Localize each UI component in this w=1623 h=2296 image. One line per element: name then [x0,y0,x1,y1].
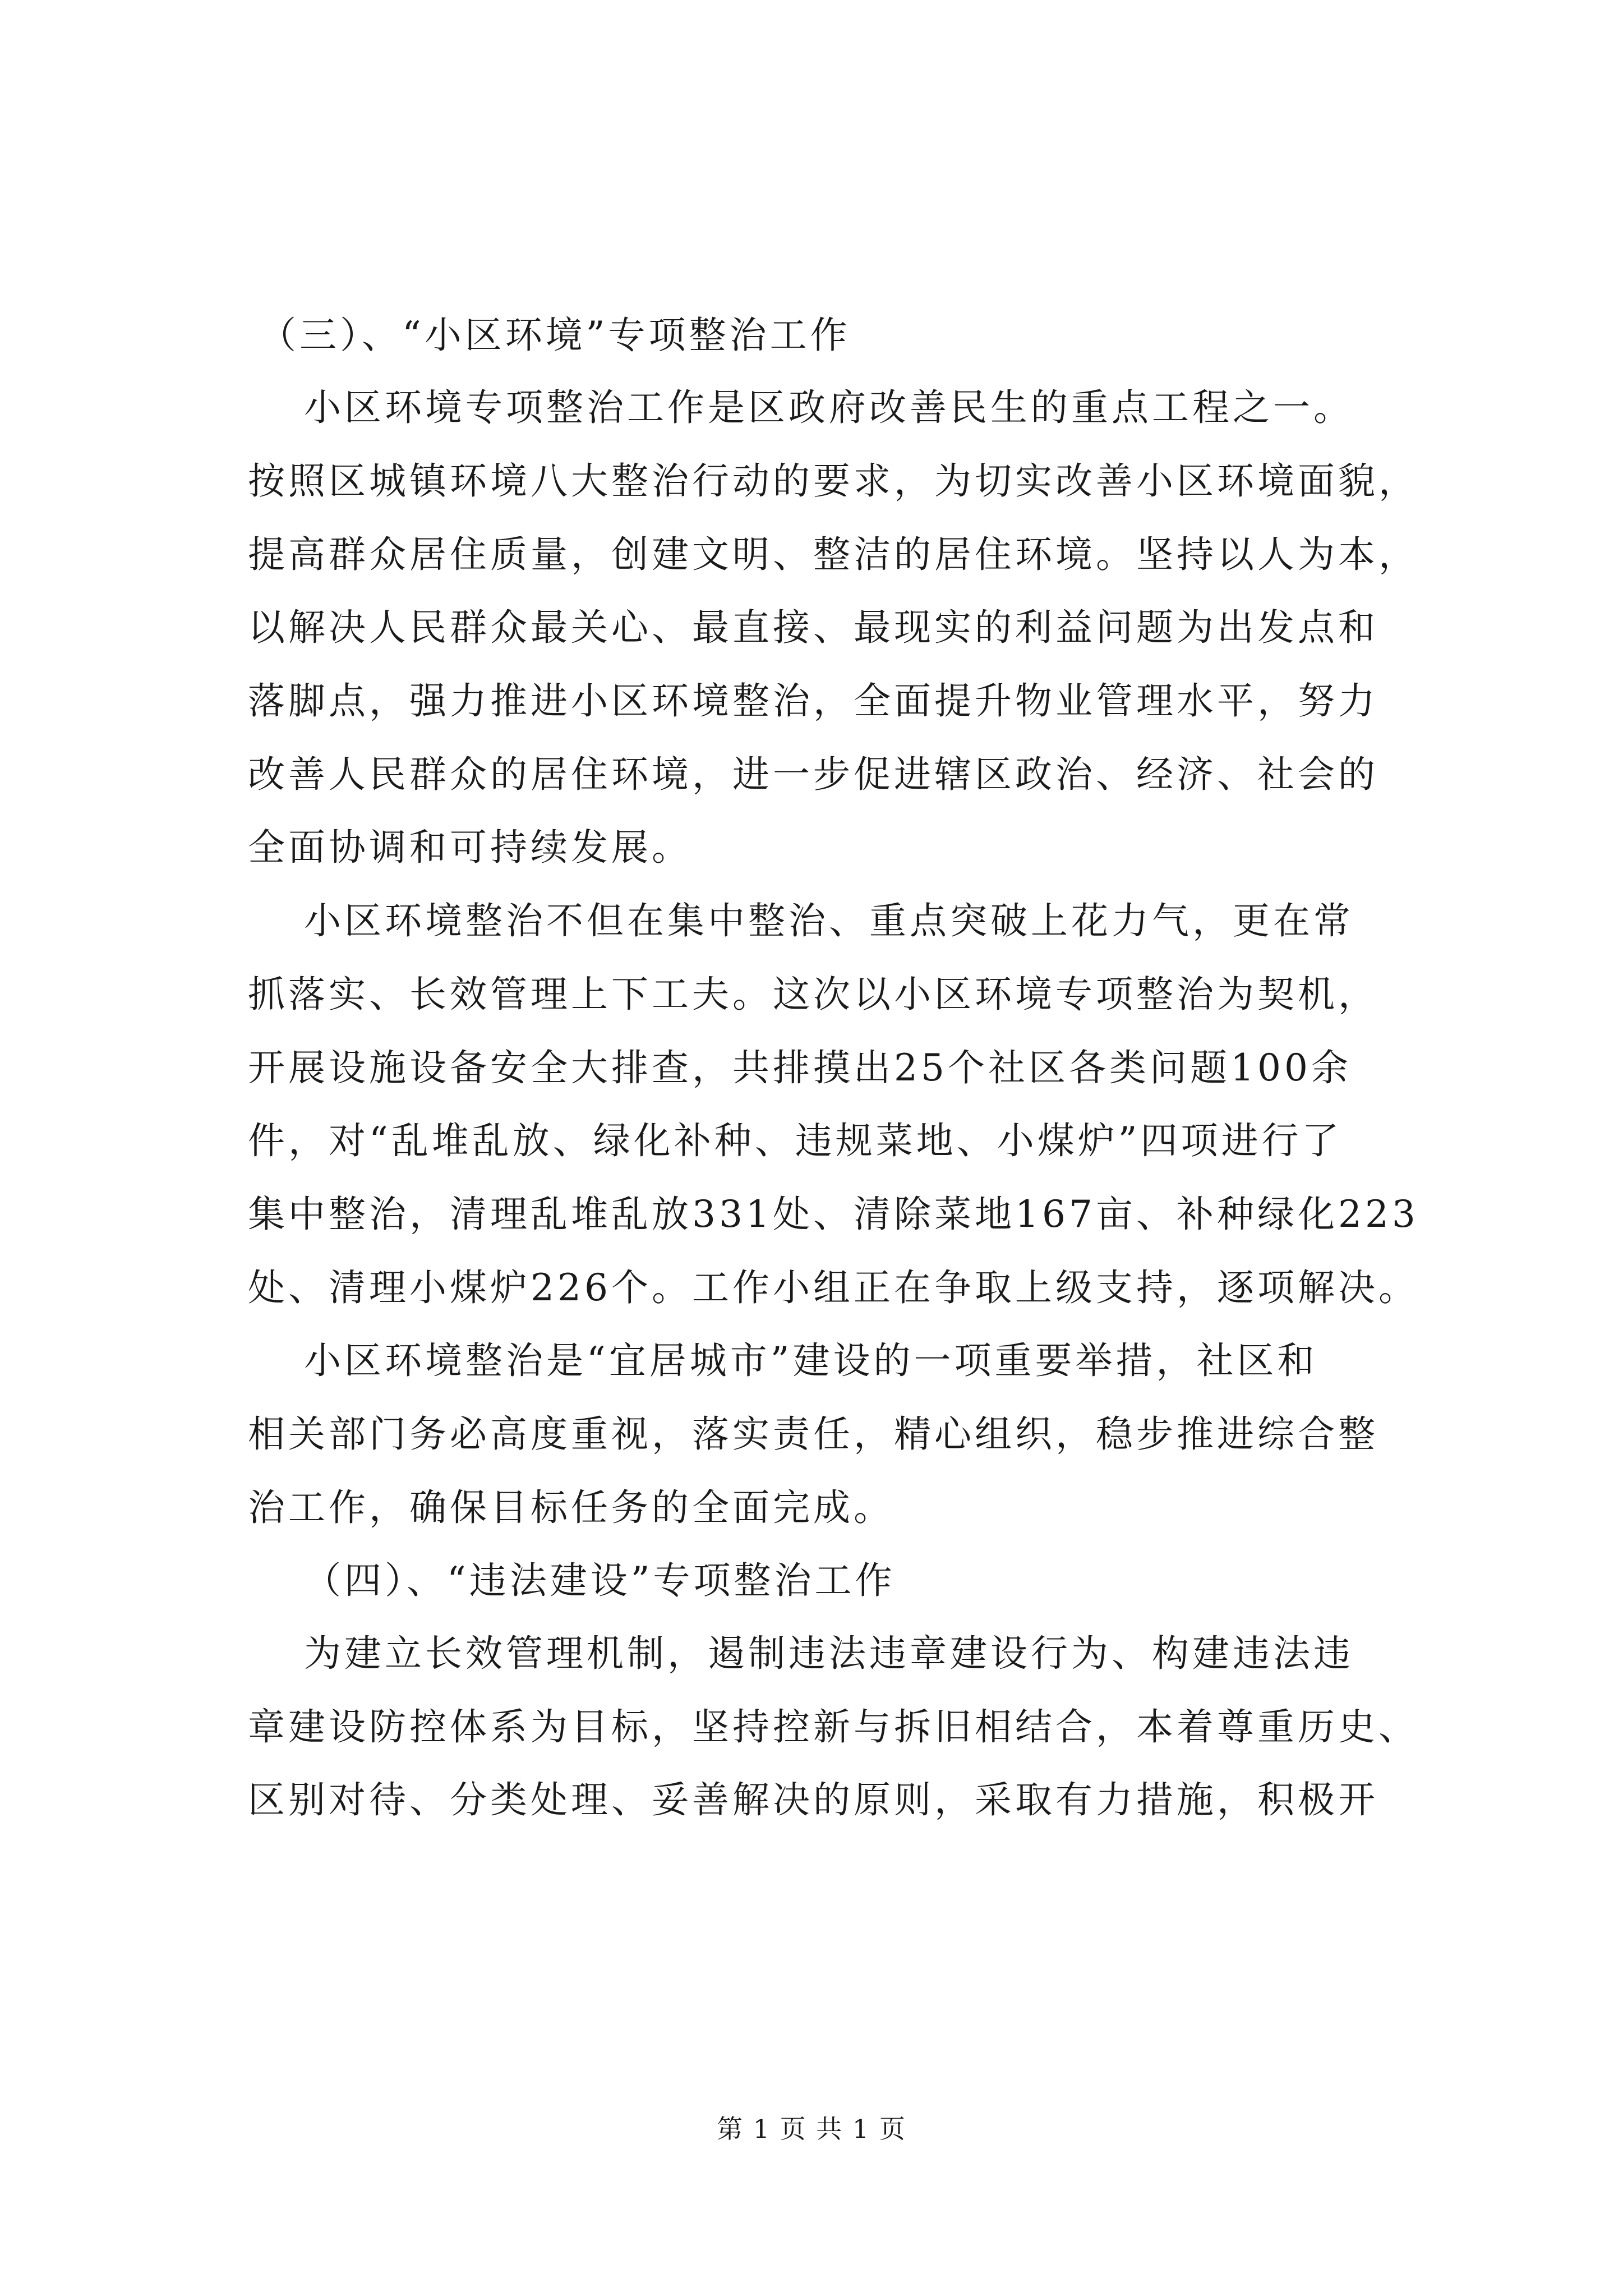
paragraph-line: 处、清理小煤炉226个。工作小组正在争取上级支持，逐项解决。 [248,1266,1419,1309]
paragraph-line: 全面协调和可持续发展。 [248,826,692,869]
paragraph-line: 治工作，确保目标任务的全面完成。 [248,1486,894,1529]
paragraph-line: 小区环境专项整治工作是区政府改善民生的重点工程之一。 [304,386,1354,429]
paragraph-line: 以解决人民群众最关心、最直接、最现实的利益问题为出发点和 [248,606,1378,649]
paragraph-line: 改善人民群众的居住环境，进一步促进辖区政治、经济、社会的 [248,753,1378,796]
paragraph-line: 按照区城镇环境八大整治行动的要求，为切实改善小区环境面貌， [248,459,1419,503]
paragraph-line: 小区环境整治不但在集中整治、重点突破上花力气，更在常 [304,899,1354,942]
section-heading-3: （三）、“小区环境”专项整治工作 [259,314,851,357]
page-footer: 第 1 页 共 1 页 [717,2114,906,2144]
paragraph-line: 件，对“乱堆乱放、绿化补种、违规菜地、小煤炉”四项进行了 [248,1119,1343,1162]
section-heading-4: （四）、“违法建设”专项整治工作 [304,1559,896,1602]
paragraph-line: 开展设施设备安全大排查，共排摸出25个社区各类问题100余 [248,1046,1352,1089]
paragraph-line: 提高群众居住质量，创建文明、整洁的居住环境。坚持以人为本， [248,533,1419,576]
paragraph-line: 落脚点，强力推进小区环境整治，全面提升物业管理水平，努力 [248,679,1378,723]
paragraph-line: 为建立长效管理机制，遏制违法违章建设行为、构建违法违 [304,1632,1354,1675]
paragraph-line: 集中整治，清理乱堆乱放331处、清除菜地167亩、补种绿化223 [248,1193,1419,1236]
paragraph-line: 章建设防控体系为目标，坚持控新与拆旧相结合，本着尊重历史、 [248,1705,1419,1749]
paragraph-line: 抓落实、长效管理上下工夫。这次以小区环境专项整治为契机， [248,973,1378,1016]
paragraph-line: 区别对待、分类处理、妥善解决的原则，采取有力措施，积极开 [248,1778,1378,1821]
paragraph-line: 相关部门务必高度重视，落实责任，精心组织，稳步推进综合整 [248,1412,1378,1456]
paragraph-line: 小区环境整治是“宜居城市”建设的一项重要举措，社区和 [304,1339,1318,1382]
